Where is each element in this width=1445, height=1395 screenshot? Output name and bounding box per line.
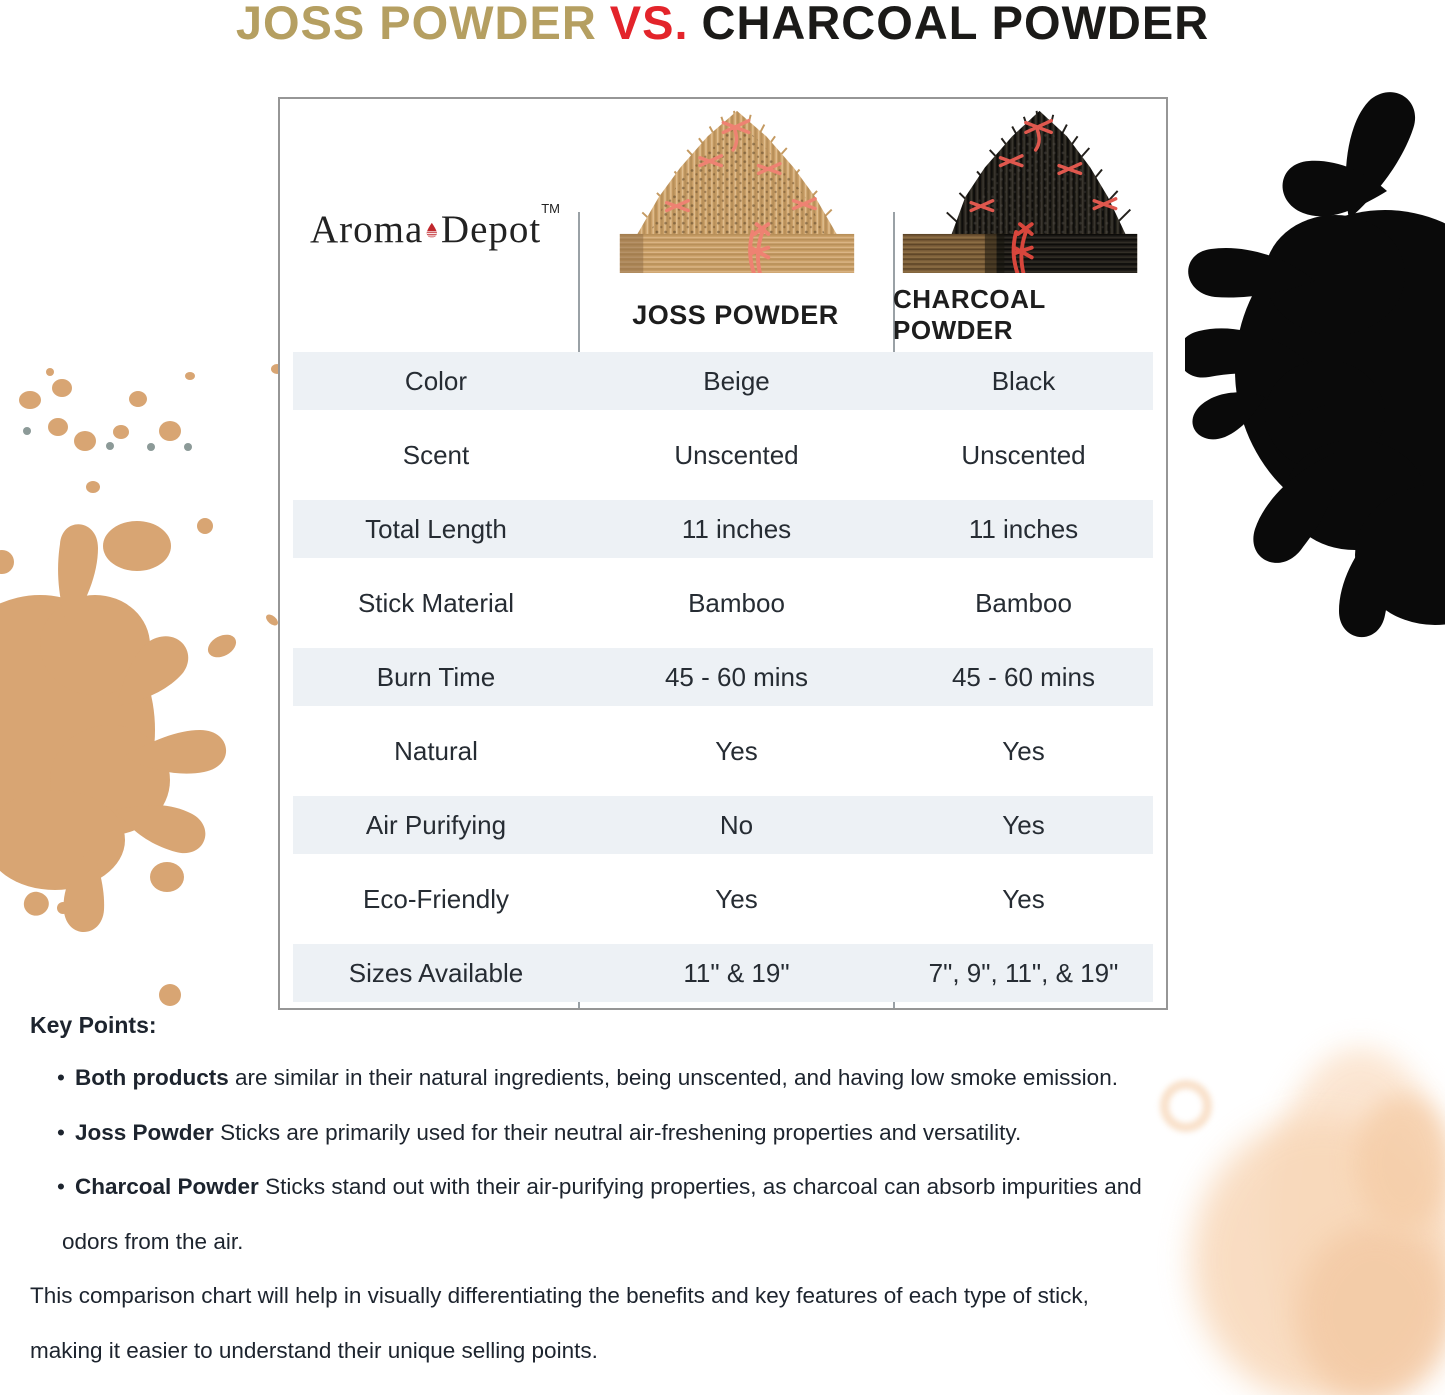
joss-value-cell: Bamboo xyxy=(688,587,785,618)
joss-sticks-photo xyxy=(617,107,857,273)
row-label-cell: Scent xyxy=(402,439,470,470)
title-charcoal-powder: CHARCOAL POWDER xyxy=(701,0,1210,49)
row-label-cell: Air Purifying xyxy=(365,809,507,840)
joss-value-cell: Beige xyxy=(703,365,770,396)
list-item xyxy=(30,1160,1422,1269)
charcoal-value-cell: Yes xyxy=(1002,735,1045,766)
row-label-cell: Sizes Available xyxy=(348,957,524,988)
red-drop-icon xyxy=(426,209,438,251)
brand-trademark: TM xyxy=(541,201,560,216)
brand-word-aroma: Aroma xyxy=(310,207,424,251)
table-row xyxy=(293,648,1153,706)
table-row xyxy=(293,500,1153,558)
key-points-heading: Key Points: xyxy=(30,1012,157,1038)
comparison-table xyxy=(280,352,1166,1002)
charcoal-value-cell: 11 inches xyxy=(968,513,1079,544)
closing-line-2: making it easier to understand their unique selling points. xyxy=(30,1337,598,1363)
brand-word-depot: Depot xyxy=(440,207,542,251)
bullet-bold-lead: Both products xyxy=(75,1065,229,1090)
joss-value-cell: 11" & 19" xyxy=(683,957,790,988)
bullet-text: Sticks are primarily used for their neutral air-freshening properties and versatility. xyxy=(213,1119,1022,1145)
row-label-cell: Natural xyxy=(394,735,478,766)
joss-value-cell: Yes xyxy=(715,735,758,766)
joss-value-cell: No xyxy=(719,809,754,840)
bullet-text-continuation: odors from the air. xyxy=(62,1228,244,1254)
table-row xyxy=(293,944,1153,1002)
table-row xyxy=(293,352,1153,410)
charcoal-value-cell: Yes xyxy=(1002,883,1045,914)
bullet-icon: • xyxy=(57,1065,65,1090)
charcoal-value-cell: 7", 9", 11", & 19" xyxy=(928,957,1119,988)
bullet-text: are similar in their natural ingredients, being unscented, and having low smoke emission. xyxy=(228,1065,1118,1090)
row-label-cell: Color xyxy=(404,365,468,396)
comparison-panel xyxy=(278,97,1168,1010)
tan-splatter-dots xyxy=(0,360,300,500)
list-item xyxy=(30,1106,1422,1161)
page-title xyxy=(0,0,1445,52)
charcoal-value-cell: Black xyxy=(991,365,1056,396)
table-row xyxy=(293,558,1153,648)
column-header-charcoal: CHARCOAL POWDER xyxy=(893,284,1046,345)
charcoal-value-cell: Bamboo xyxy=(975,587,1072,618)
charcoal-value-cell: Yes xyxy=(1002,809,1045,840)
column-header-joss: JOSS POWDER xyxy=(632,299,839,330)
row-label-cell: Burn Time xyxy=(376,661,496,692)
joss-value-cell: Unscented xyxy=(674,439,799,470)
key-points-list xyxy=(30,1051,1422,1269)
joss-value-cell: 11 inches xyxy=(681,513,792,544)
bullet-text: Sticks stand out with their air-purifying properties, as charcoal can absorb impurities and xyxy=(258,1174,1142,1199)
table-row xyxy=(293,706,1153,796)
brand-logo xyxy=(310,197,560,261)
table-row xyxy=(293,796,1153,854)
title-joss-powder: JOSS POWDER xyxy=(235,0,597,49)
title-vs: VS. xyxy=(609,0,689,49)
charcoal-value-cell: Unscented xyxy=(961,439,1086,470)
joss-value-cell: Yes xyxy=(715,883,758,914)
joss-value-cell: 45 - 60 mins xyxy=(664,661,809,692)
tan-ink-splat xyxy=(0,480,290,1040)
row-label-cell: Stick Material xyxy=(357,587,515,618)
bullet-bold-lead: Charcoal Powder xyxy=(75,1174,259,1199)
row-label-cell: Total Length xyxy=(365,513,507,544)
bullet-bold-lead: Joss Powder xyxy=(75,1119,214,1145)
key-points-section xyxy=(30,1012,1422,1378)
list-item xyxy=(30,1051,1422,1106)
bullet-icon: • xyxy=(57,1174,65,1199)
row-label-cell: Eco-Friendly xyxy=(363,883,509,914)
table-row xyxy=(293,410,1153,500)
bullet-icon: • xyxy=(57,1119,65,1145)
black-ink-splat xyxy=(1185,85,1445,645)
closing-line-1: This comparison chart will help in visually differentiating the benefits and key features of each type of stick, xyxy=(30,1283,1089,1308)
charcoal-sticks-photo xyxy=(900,107,1140,273)
charcoal-value-cell: 45 - 60 mins xyxy=(951,661,1096,692)
table-row xyxy=(293,854,1153,944)
closing-paragraph xyxy=(30,1269,1415,1378)
